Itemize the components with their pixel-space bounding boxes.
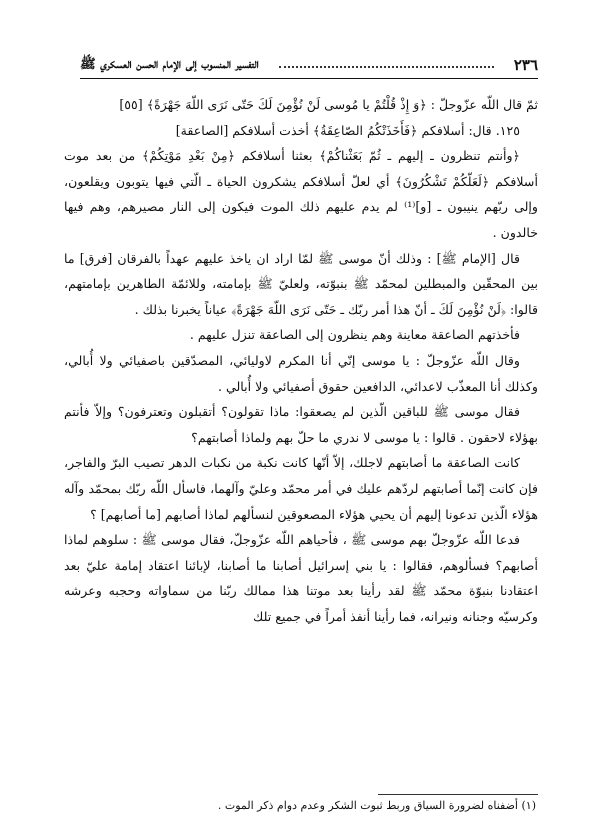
paragraph: كانت الصاعقة ما أصابتهم لاجلك، إلاّ أنّها كانت نكبة من نكبات الدهر تصيب البرّ والفاجر، فإن كانت إنّما أصابتهم لردّهم عليك في أمر محمّد وعليّ وآلهما، فاسأل اللّه ربّك بمحمّد وآله هؤلاء الّذين تدعونا إليهم أن يحيي هؤلاء المصعوقين لنسألهم لماذا أصابهم [ما أصابهم] ؟: [64, 455, 538, 522]
paragraph: فدعا اللّه عزّوجلّ بهم موسى ﷺ ، فأحياهم اللّه عزّوجلّ، فقال موسى ﷺ : سلوهم لماذا أصابهم؟ فسألوهم، فقالوا : يا بني إسرائيل أصابنا ما أصابنا، لإبائنا اعتقاد إمامة عليّ بعد اعتقادنا بنبوّة محمّد ﷺ لقد رأينا بعد موتنا هذا ممالك ربّنا من سماواته وحجبه وعرشه وكرسيّه وجنانه ونيرانه، فما رأينا أنفذ أمراً في جميع تلك: [64, 532, 538, 624]
paragraph: ﴿وأنتم تنظرون ـ إليهم ـ ثُمّ بَعَثْناكُمْ﴾ بعثنا أسلافكم ﴿مِنْ بَعْدِ مَوْتِكُمْ﴾ من بعد موت أسلافكم ﴿لَعَلّكُمْ تَشْكُرُونَ﴾ أي لعلّ أسلافكم يشكرون الحياة ـ الّتي فيها يتوبون ويقلعون، وإلى ربّهم ينيبون ـ [و]⁽¹⁾ لم يدم عليهم ذلك الموت فيكون إلى النار مصيرهم، وهم فيها خالدون .: [64, 148, 538, 240]
header-dotted-separator: [279, 66, 494, 68]
paragraph: قال [الإمام ﷺ] : وذلك أنّ موسى ﷺ لمّا اراد ان ياخذ عليهم عهداً بالفرقان [فرق] ما بين المحقّين والمبطلين لمحمّد ﷺ بنبوّته، ولعليّ ﷺ بإمامته، وللائمّة الطاهرين بإمامتهم، قالوا: ﴿لَنْ نُؤْمِنَ لَكَ ـ أنّ هذا أمر ربّك ـ حَتّى نَرَى اللّهَ جَهْرَةً﴾ عياناً يخبرنا بذلك .: [64, 250, 538, 317]
running-header: [80, 52, 538, 79]
page-number: ٢٣٦: [513, 56, 538, 74]
paragraph: وقال اللّه عزّوجلّ : يا موسى إنّي أنا المكرم لاوليائي، المصدّقين باصفيائي ولا أُبالي، وكذلك أنا المعذّب لاعدائي، الدافعين حقوق أصفيائي ولا أُبالي .: [64, 352, 538, 394]
paragraph: فأخذتهم الصاعقة معاينة وهم ينظرون إلى الصاعقة تنزل عليهم .: [189, 327, 520, 343]
page-body: [64, 92, 538, 629]
footnote: (١) أضفناه لضرورة السياق وربط ثبوت الشكر وعدم دوام ذكر الموت .: [217, 799, 536, 812]
paragraph: فقال موسى ﷺ للباقين الّذين لم يصعقوا: ماذا تقولون؟ أتقبلون وتعترفون؟ وإلاّ فأنتم بهؤلاء لاحقون . قالوا : يا موسى لا ندري ما حلّ بهم ولماذا أصابتهم؟: [64, 404, 538, 445]
footnote-divider: [378, 794, 538, 795]
running-title: التفسير المنسوب إلى الإمام الحسن العسكري ﷺ: [80, 56, 259, 72]
paragraph-verse-intro: ثمّ قال اللّه عزّوجلّ : ﴿وَ إِذْ قُلْتُمْ يا مُوسى لَنْ نُؤْمِنَ لَكَ حَتّى نَرَى اللّهَ جَهْرَةً﴾ [٥٥]: [119, 97, 538, 112]
paragraph-125: ١٢٥. قال: أسلافكم ﴿فَأَخَذَتْكُمُ الصّاعِقَةُ﴾ أخذت أسلافكم [الصاعقة]: [175, 122, 520, 138]
